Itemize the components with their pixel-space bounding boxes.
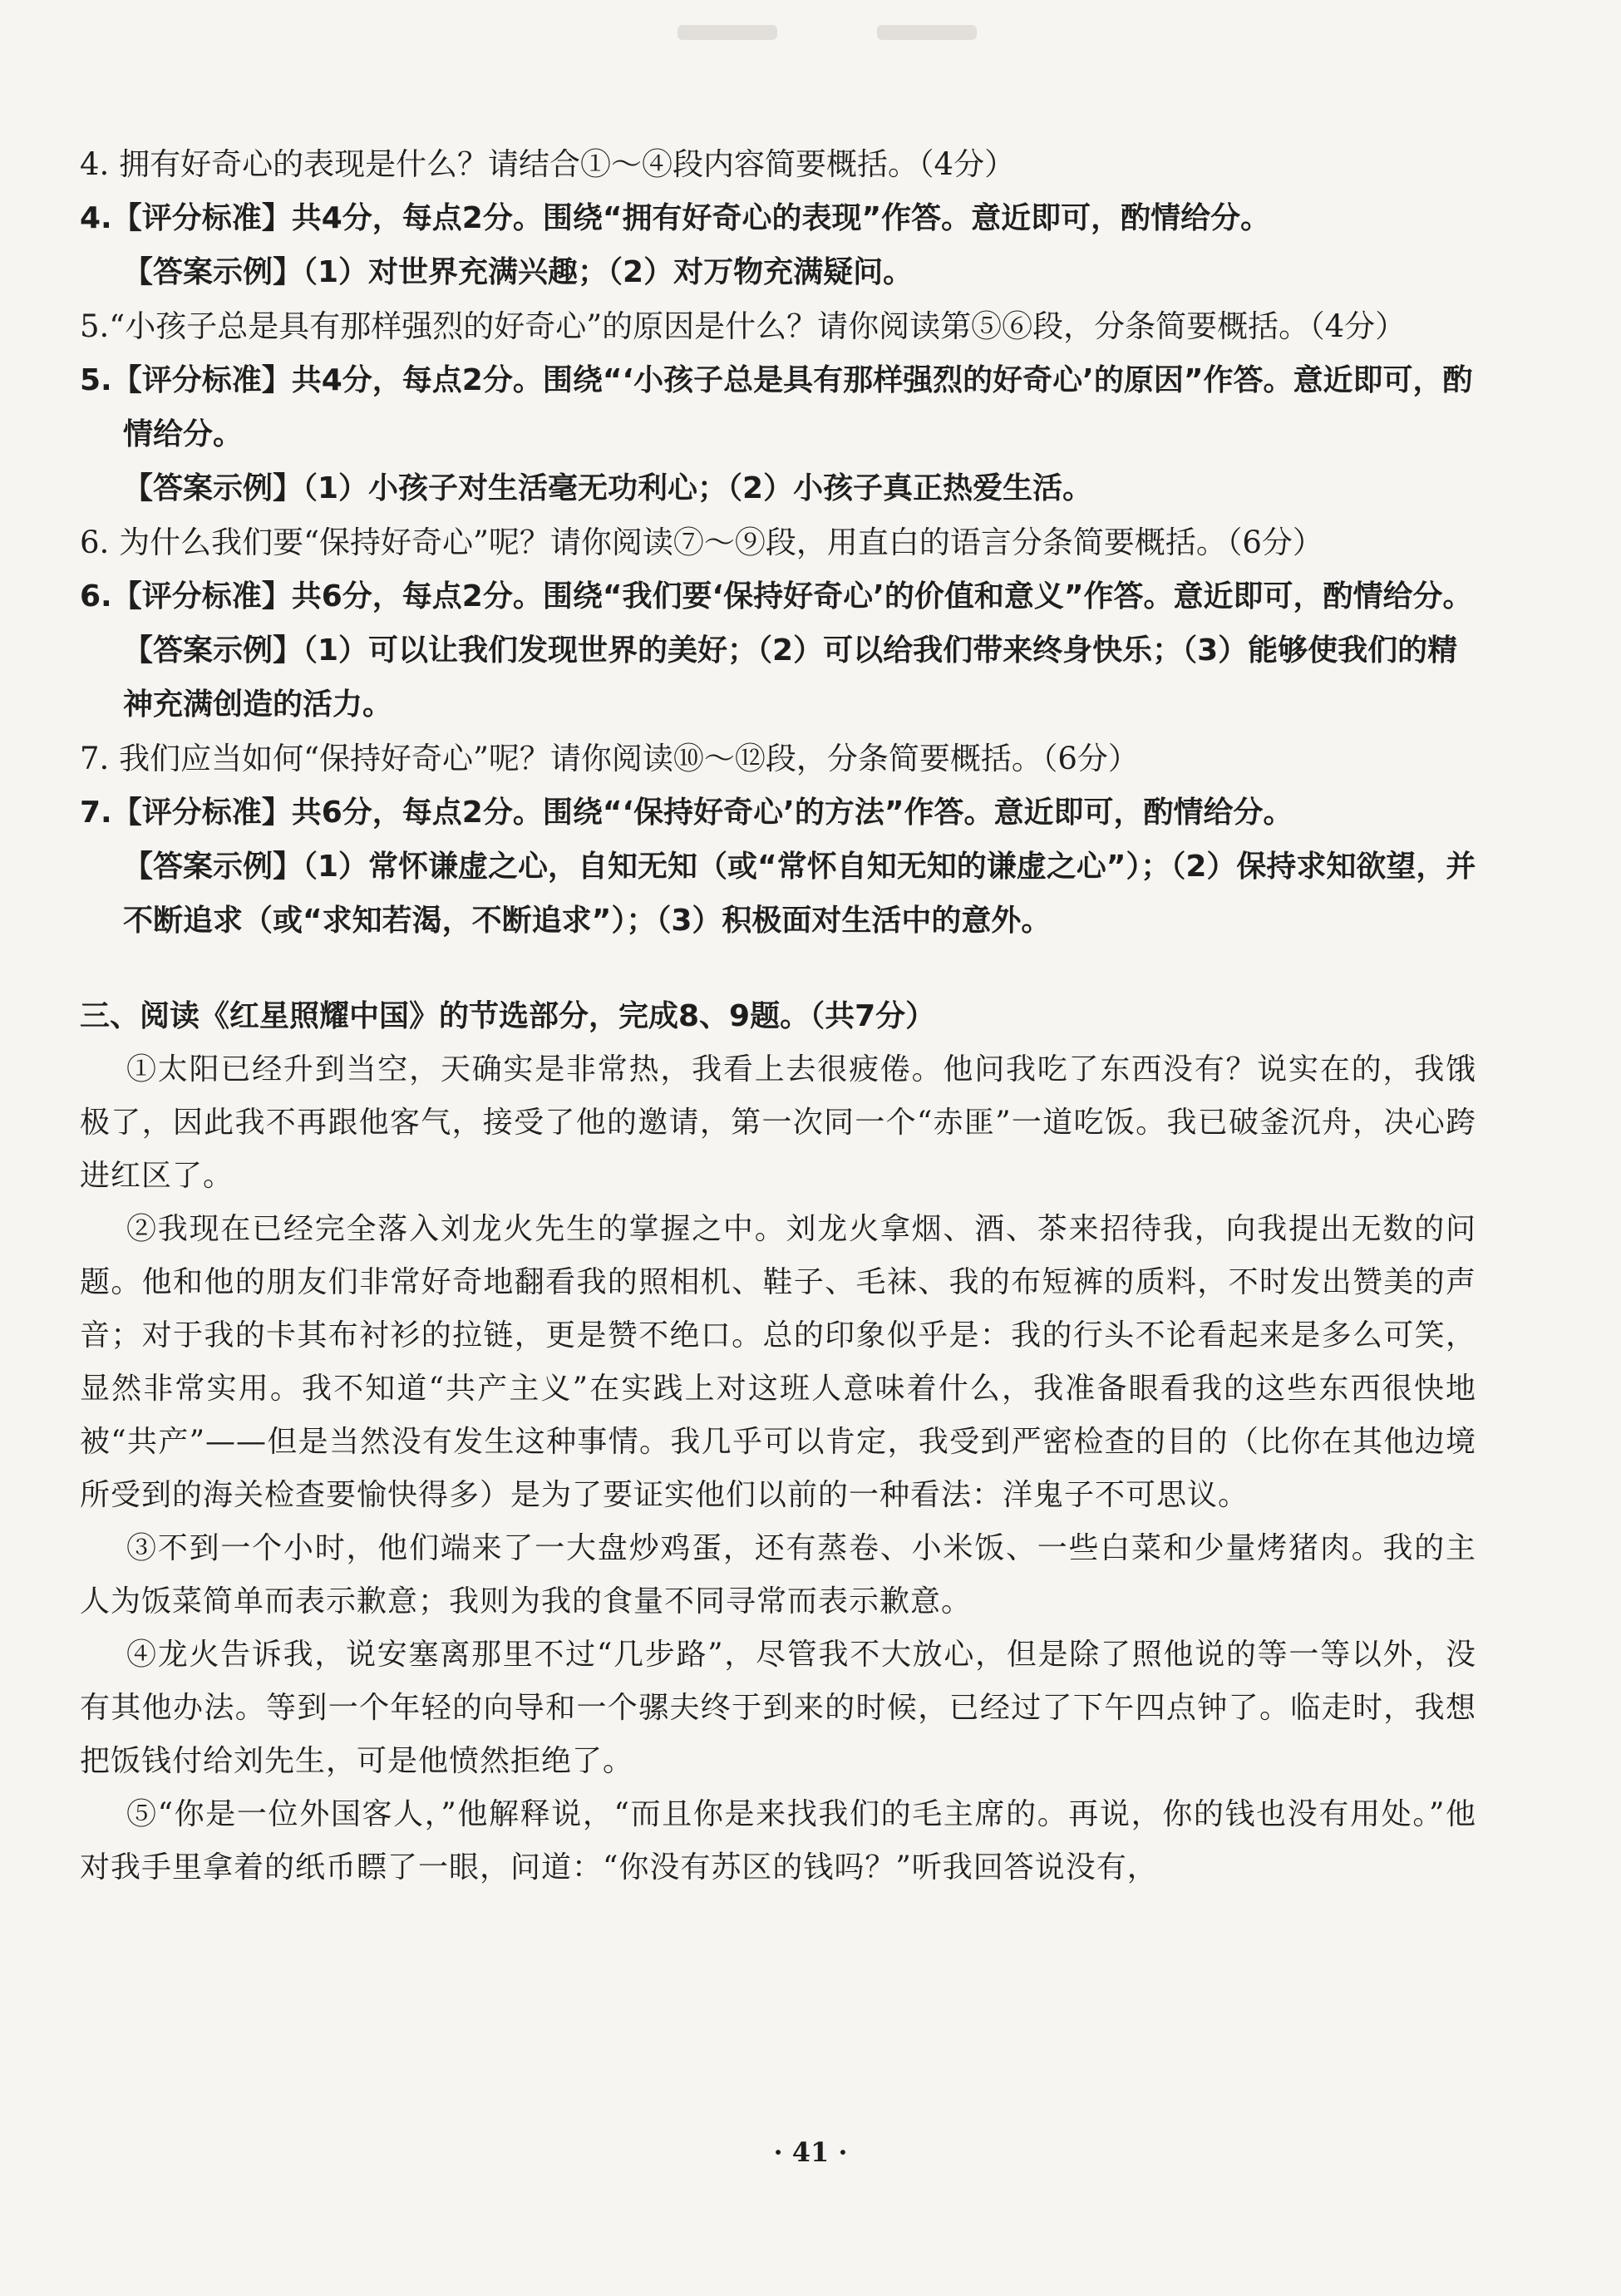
header-scan-marks bbox=[0, 18, 1621, 52]
question-6-example: 【答案示例】（1）可以让我们发现世界的美好；（2）可以给我们带来终身快乐；（3）能够使我们的精神充满创造的活力。 bbox=[123, 633, 1458, 722]
question-6-rubric: 6.【评分标准】共6分，每点2分。围绕“我们要‘保持好奇心’的价值和意义”作答。意近即可，酌情给分。 bbox=[80, 579, 1473, 613]
question-6-prompt: 6. 为什么我们要“保持好奇心”呢？请你阅读⑦～⑨段，用直白的语言分条简要概括。（6分） bbox=[80, 525, 1323, 560]
passage-paragraph: ①太阳已经升到当空，天确实是非常热，我看上去很疲倦。他问我吃了东西没有？说实在的，我饿极了，因此我不再跟他客气，接受了他的邀请，第一次同一个“赤匪”一道吃饭。我已破釜沉舟，决心跨进红区了。 bbox=[80, 1052, 1476, 1193]
question-5-rubric: 5.【评分标准】共4分，每点2分。围绕“‘小孩子总是具有那样强烈的好奇心’的原因”作答。意近即可，酌情给分。 bbox=[80, 363, 1473, 451]
question-4-example: 【答案示例】（1）对世界充满兴趣；（2）对万物充满疑问。 bbox=[123, 255, 914, 289]
passage-paragraph: ③不到一个小时，他们端来了一大盘炒鸡蛋，还有蒸卷、小米饭、一些白菜和少量烤猪肉。我的主人为饭菜简单而表示歉意；我则为我的食量不同寻常而表示歉意。 bbox=[80, 1531, 1476, 1619]
page-number: · 41 · bbox=[773, 2136, 848, 2168]
passage-paragraph: ⑤“你是一位外国客人，”他解释说，“而且你是来找我们的毛主席的。再说，你的钱也没有用处。”他对我手里拿着的纸币瞟了一眼，问道：“你没有苏区的钱吗？”听我回答说没有， bbox=[80, 1797, 1476, 1885]
passage-paragraph: ②我现在已经完全落入刘龙火先生的掌握之中。刘龙火拿烟、酒、茶来招待我，向我提出无数的问题。他和他的朋友们非常好奇地翻看我的照相机、鞋子、毛袜、我的布短裤的质料，不时发出赞美的声音；对于我的卡其布衬衫的拉链，更是赞不绝口。总的印象似乎是：我的行头不论看起来是多么可笑，显然非常实用。我不知道“共产主义”在实践上对这班人意味着什么，我准备眼看我的这些东西很快地被“共产”——但是当然没有发生这种事情。我几乎可以肯定，我受到严密检查的目的（比你在其他边境所受到的海关检查要愉快得多）是为了要证实他们以前的一种看法：洋鬼子不可思议。 bbox=[80, 1212, 1476, 1512]
question-7-prompt: 7. 我们应当如何“保持好奇心”呢？请你阅读⑩～⑫段，分条简要概括。（6分） bbox=[80, 741, 1139, 776]
question-7-example: 【答案示例】（1）常怀谦虚之心，自知无知（或“常怀自知无知的谦虚之心”）；（2）保持求知欲望，并不断追求（或“求知若渴，不断追求”）；（3）积极面对生活中的意外。 bbox=[123, 850, 1476, 938]
question-7-rubric: 7.【评分标准】共6分，每点2分。围绕“‘保持好奇心’的方法”作答。意近即可，酌情给分。 bbox=[80, 796, 1293, 830]
question-5-prompt: 5.“小孩子总是具有那样强烈的好奇心”的原因是什么？请你阅读第⑤⑥段，分条简要概括。（4分） bbox=[80, 308, 1407, 344]
page-content bbox=[80, 137, 1476, 1894]
header-mark-left bbox=[677, 25, 777, 40]
question-4-prompt: 4. 拥有好奇心的表现是什么？请结合①～④段内容简要概括。（4分） bbox=[80, 146, 1016, 182]
question-5-example: 【答案示例】（1）小孩子对生活毫无功利心；（2）小孩子真正热爱生活。 bbox=[123, 471, 1093, 505]
passage-paragraph: ④龙火告诉我，说安塞离那里不过“几步路”，尽管我不大放心，但是除了照他说的等一等以外，没有其他办法。等到一个年轻的向导和一个骡夫终于到来的时候，已经过了下午四点钟了。临走时，我想把饭钱付给刘先生，可是他愤然拒绝了。 bbox=[80, 1638, 1476, 1778]
question-4-rubric: 4.【评分标准】共4分，每点2分。围绕“拥有好奇心的表现”作答。意近即可，酌情给分。 bbox=[80, 201, 1271, 235]
section-heading: 三、阅读《红星照耀中国》的节选部分，完成8、9题。（共7分） bbox=[80, 999, 936, 1033]
header-mark-right bbox=[877, 25, 977, 40]
